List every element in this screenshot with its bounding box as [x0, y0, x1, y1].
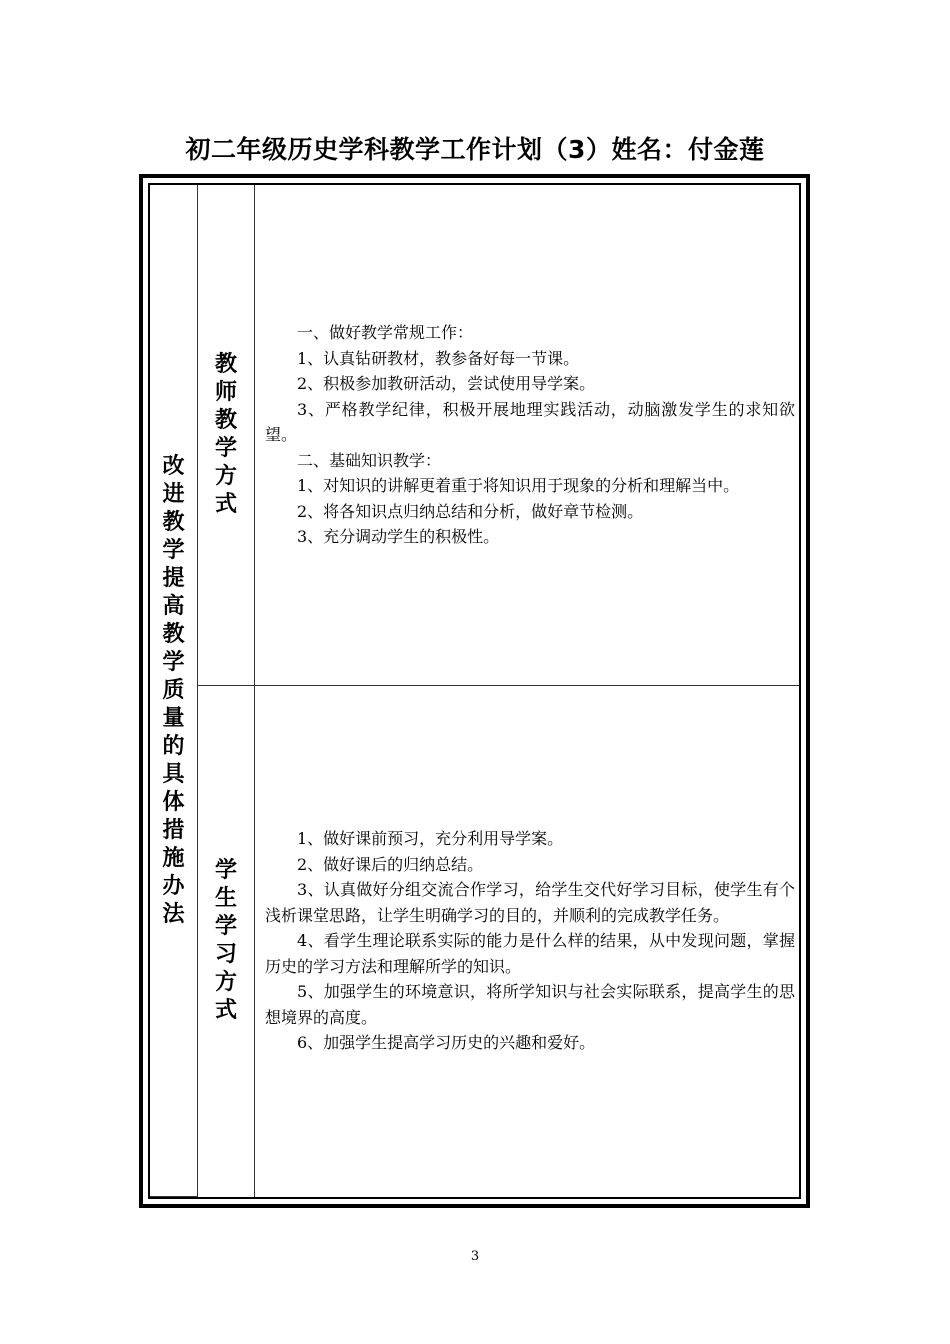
- content-line: 1、认真钻研教材，教参备好每一节课。: [297, 348, 580, 368]
- content-line: 2、积极参加教研活动，尝试使用导学案。: [297, 374, 596, 393]
- student-method-label: 学生学习方式: [214, 858, 237, 1023]
- main-label-cell: [150, 185, 198, 1197]
- plan-table-inner-frame: [148, 183, 801, 1199]
- teacher-content: [255, 320, 799, 550]
- document-title: 初二年级历史学科教学工作计划（3）姓名：付金莲: [185, 135, 765, 164]
- student-label-cell: [198, 685, 255, 1197]
- content-line: 4、看学生理论联系实际的能力是什么样的结果，从中发现问题，掌握历史的学习方法和理解所学的知识。: [265, 931, 795, 976]
- content-line: 一、做好教学常规工作：: [297, 323, 474, 342]
- table-row-teacher: [150, 185, 799, 685]
- table-row-student: [150, 685, 799, 1197]
- content-line: 2、将各知识点归纳总结和分析，做好章节检测。: [297, 501, 644, 521]
- content-line: 6、加强学生提高学习历史的兴趣和爱好。: [297, 1033, 596, 1053]
- teacher-method-label: 教师教学方式: [214, 351, 237, 517]
- content-line: 1、做好课前预习，充分利用导学案。: [297, 829, 564, 849]
- plan-table-frame: [139, 174, 810, 1208]
- content-line: 二、基础知识教学：: [297, 450, 442, 470]
- content-line: 5、加强学生的环境意识，将所学知识与社会实际联系，提高学生的思想境界的高度。: [265, 982, 795, 1027]
- content-line: 3、充分调动学生的积极性。: [297, 527, 500, 546]
- content-line: 2、做好课后的归纳总结。: [297, 854, 484, 874]
- content-line: 3、认真做好分组交流合作学习，给学生交代好学习目标，使学生有个浅析课堂思路，让学生明确学习的目的，并顺利的完成教学任务。: [265, 880, 795, 925]
- student-content-cell: [255, 685, 800, 1197]
- content-line: 3、严格教学纪律，积极开展地理实践活动，动脑激发学生的求知欲望。: [265, 399, 795, 444]
- content-line: 1、对知识的讲解更着重于将知识用于现象的分析和理解当中。: [297, 476, 740, 495]
- plan-table: [150, 185, 799, 1197]
- student-content: [255, 826, 799, 1056]
- page-number: 3: [470, 1249, 480, 1264]
- main-label: 改进教学提高教学质量的具体措施办法: [162, 453, 185, 927]
- teacher-content-cell: [255, 185, 800, 685]
- teacher-label-cell: [198, 185, 255, 685]
